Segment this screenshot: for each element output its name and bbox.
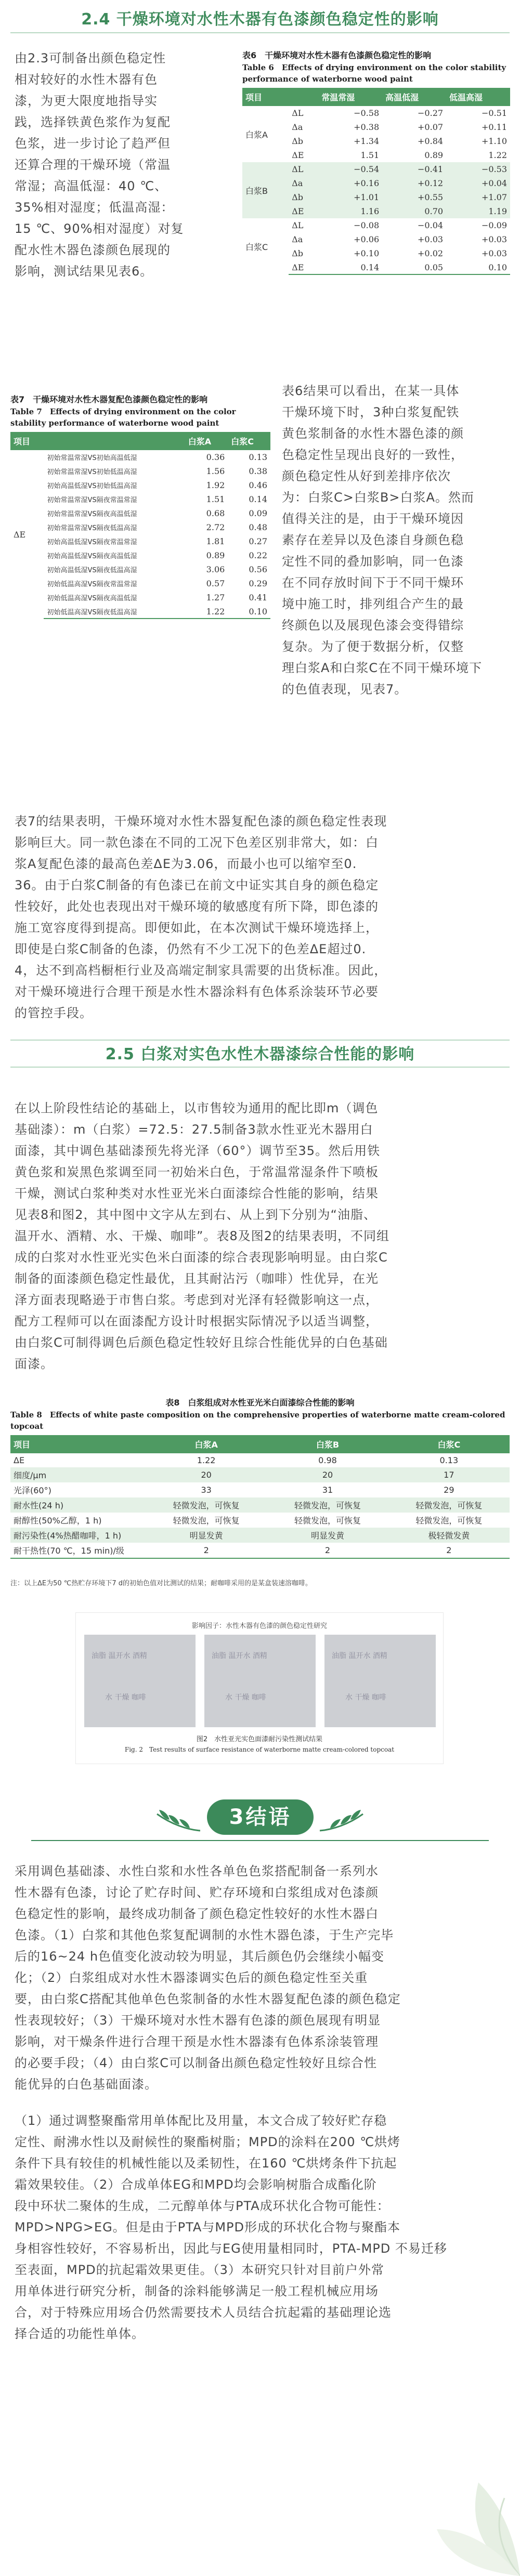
paragraph-line: 性木器有色漆，讨论了贮存时间、贮存环境和白浆组成对色漆颜 xyxy=(15,1885,379,1900)
panel-c-labels-2: 水 干燥 咖啡 xyxy=(345,1693,386,1702)
panel-c-labels: 油脂 温开水 酒精 xyxy=(332,1652,387,1660)
table-cell: +0.03 xyxy=(481,248,507,258)
table-cell: −0.08 xyxy=(354,220,380,230)
table-cell: 20 xyxy=(267,1467,388,1482)
table-7-grid xyxy=(10,432,270,619)
table-cell: 0.36 xyxy=(206,452,225,462)
table-cell: 明显发黄 xyxy=(146,1528,267,1543)
table-cell: 0.56 xyxy=(249,564,267,574)
paragraph-line: 后的16~24 h色值变化波动较为明显，其后颜色仍会继续小幅变 xyxy=(15,1949,385,1964)
table-row xyxy=(10,492,270,506)
row-key: ΔE xyxy=(292,150,304,160)
section-title-overline xyxy=(10,1040,510,1041)
table-cell: −0.54 xyxy=(318,162,382,176)
paragraph-line: 对干燥环境进行合理干预是水性木器涂料有色体系涂装环节必要 xyxy=(15,984,379,999)
table-row xyxy=(10,450,270,464)
row-key: 初始低温高湿VS隔夜常温常湿 xyxy=(47,581,137,588)
paragraph-line: 36。由于白浆C制备的有色漆已在前文中证实其自身的颜色稳定 xyxy=(15,878,379,892)
paragraph-line: 漆，为更大限度地指导实 xyxy=(15,94,158,108)
paragraph-line: 性表现较好；（3）干燥环境对水性木器有色漆的颜色展现有明显 xyxy=(15,2013,381,2028)
table-header-row xyxy=(10,432,270,450)
chapter-3-rule xyxy=(31,1840,489,1841)
table-8-caption-cn: 表8 白浆组成对水性亚光米白面漆综合性能的影响 xyxy=(165,1398,355,1408)
table-cell: +0.12 xyxy=(382,176,446,190)
paragraph-line: 终颜色以及展现色漆会变得错综 xyxy=(282,618,464,633)
table-cell: 2.72 xyxy=(206,522,225,532)
table-cell: +0.06 xyxy=(354,234,380,244)
table-row xyxy=(10,1543,510,1558)
table-cell: 0.09 xyxy=(249,508,267,518)
table-cell: 0.89 xyxy=(424,150,444,160)
table-7 xyxy=(10,393,270,619)
table-cell: 29 xyxy=(444,1485,454,1495)
paragraph-line: 还算合理的干燥环境（常温 xyxy=(15,157,171,172)
panel-a-labels-2: 水 干燥 咖啡 xyxy=(105,1693,146,1702)
paragraph-line: 在以上阶段性结论的基础上，以市售较为通用的配比即m（调色 xyxy=(15,1101,379,1115)
table-cell: 0.13 xyxy=(439,1455,459,1465)
table-cell: 0.22 xyxy=(249,550,267,560)
table-row xyxy=(10,1453,510,1467)
table-cell: 0.57 xyxy=(206,579,225,588)
paragraph-line: 能优异的白色基础面漆。 xyxy=(15,2077,158,2092)
group-label: 白浆A xyxy=(245,129,268,140)
paragraph-line: 15 ℃、90%相对湿度）对复 xyxy=(15,221,184,236)
table-cell: +0.55 xyxy=(382,190,446,204)
paragraph-line: 由2.3可制备出颜色稳定性 xyxy=(15,51,166,65)
table-row xyxy=(10,1528,510,1543)
table-cell: 极轻微发黄 xyxy=(388,1528,510,1543)
paragraph-line: 影响巨大。同一款色漆在不同的工况下色差区别非常大，如：白 xyxy=(15,835,379,850)
table-cell: 轻微发泡，可恢复 xyxy=(415,1516,483,1526)
table-row xyxy=(10,1497,510,1513)
row-key: Δa xyxy=(289,176,318,190)
table-cell: −0.41 xyxy=(382,162,446,176)
table-cell: 0.48 xyxy=(249,522,267,532)
leaf-decoration-icon xyxy=(421,2451,520,2576)
paragraph-line: 理白浆A和白浆C在不同干燥环境下 xyxy=(282,661,483,675)
paragraph-line: 的管控手段。 xyxy=(15,1006,93,1020)
paragraph-line: 复杂。为了便于数据分析，仅整 xyxy=(282,639,464,654)
table-cell: 0.70 xyxy=(382,204,446,218)
paragraph-line: 泽方面表现略逊于市售白浆。考虑到对光泽有轻微影响这一点， xyxy=(15,1293,379,1307)
table-cell: 1.22 xyxy=(488,150,507,160)
table-6-caption-cn: 表6 干燥环境对水性木器有色漆颜色稳定性的影响 xyxy=(242,50,432,60)
paragraph-line: 成的白浆对水性亚光实色米白面漆的综合表现影响明显。由白浆C xyxy=(15,1250,388,1265)
table-header-cell: 白浆C xyxy=(388,1435,510,1453)
table-header-row xyxy=(242,88,510,106)
table-cell: +1.34 xyxy=(354,136,380,146)
table-header-cell: 常温常湿 xyxy=(318,88,382,106)
table-row xyxy=(10,604,270,619)
paragraph-line: 干燥环境下时，3种白浆复配铁 xyxy=(282,405,460,419)
table-cell: 0.38 xyxy=(249,466,267,476)
table-row xyxy=(242,106,510,120)
table-cell: 1.22 xyxy=(197,1455,216,1465)
paragraph-line: 见表8和图2，其中图中文字从左到右、从上到下分别为“油脂、 xyxy=(15,1207,376,1222)
table-cell: 1.16 xyxy=(318,204,382,218)
table-cell: 0.14 xyxy=(249,494,267,504)
table-cell: 0.46 xyxy=(249,480,267,490)
paragraph-line: 值得关注的是，由于干燥环境因 xyxy=(282,511,464,526)
paragraph-line: 配水性木器色漆颜色展现的 xyxy=(15,243,171,257)
row-key: Δa xyxy=(292,122,303,132)
table-row xyxy=(10,478,270,492)
table-7-caption-en: Table 7 Effects of drying environment on the color stability performance of waterborne wood paint xyxy=(10,407,236,428)
table-cell: 0.68 xyxy=(206,508,225,518)
laurel-right-icon xyxy=(317,1804,369,1835)
table-cell: −0.04 xyxy=(418,220,444,230)
paragraph-line: 合，对于特殊应用场合仍然需要技术人员结合抗起霜的基础理论选 xyxy=(15,2305,392,2320)
paragraph-table6-analysis xyxy=(282,380,511,700)
group-label: 白浆B xyxy=(242,162,289,218)
table-cell: 轻微发泡，可恢复 xyxy=(388,1497,510,1513)
row-key: ΔE xyxy=(289,260,318,274)
table-cell: +1.10 xyxy=(481,136,507,146)
row-key: Δa xyxy=(292,234,303,244)
panel-b-labels-2: 水 干燥 咖啡 xyxy=(225,1693,266,1702)
paragraph-line: 配方工程师可以在面漆配方设计时根据实际情况予以适当调整， xyxy=(15,1314,379,1329)
paragraph-line: 身相容性较好，不容易析出，因此与EG使用量相同时，PTA-MPD 不易迁移 xyxy=(15,2241,447,2256)
figure-2-caption-en: Fig. 2 Test results of surface resistance of waterborne matte cream-colored topcoat xyxy=(124,1746,395,1753)
paragraph-line: 用单体进行研究分析，制备的涂料能够满足一般工程机械应用场 xyxy=(15,2284,379,2298)
paragraph-line: 黄色浆和炭黑色浆调至同一初始米白色，于常温常湿条件下喷板 xyxy=(15,1165,379,1179)
figure-2 xyxy=(75,1612,444,1764)
paragraph-intro-2-4 xyxy=(15,48,233,282)
paragraph-line: 黄色浆制备的水性木器色漆的颜 xyxy=(282,426,464,441)
table-row xyxy=(242,218,510,232)
row-key: ΔL xyxy=(289,162,318,176)
table-cell: 明显发黄 xyxy=(267,1528,388,1543)
panel-a-labels: 油脂 温开水 酒精 xyxy=(92,1652,147,1660)
paragraph-line: 的必要手段；（4）由白浆C可以制备出颜色稳定性较好且综合性 xyxy=(15,2056,378,2070)
table-cell: 2 xyxy=(388,1543,510,1558)
paragraph-line: 采用调色基础漆、水性白浆和水性各单色色浆搭配制备一系列水 xyxy=(15,1864,379,1878)
table-6-caption-en: Table 6 Effects of drying environment on the color stability performance of waterborne wood paint xyxy=(242,63,506,84)
paragraph-line: 表7的结果表明，干燥环境对水性木器复配色漆的颜色稳定性表现 xyxy=(15,814,387,829)
table-row xyxy=(10,464,270,478)
table-header-cell: 低温高湿 xyxy=(446,88,510,106)
table-row xyxy=(10,548,270,562)
section-title-2-5: 2.5 白浆对实色水性木器漆综合性能的影响 xyxy=(105,1045,415,1063)
paragraph-line: 性较好，此处也表现出对干燥环境的敏感度有所下降，即色漆的 xyxy=(15,899,379,914)
table-cell: 1.56 xyxy=(206,466,225,476)
paragraph-line: 干燥，测试白浆种类对水性亚光米白面漆综合性能的影响，结果 xyxy=(15,1186,379,1201)
table-row xyxy=(10,506,270,520)
paragraph-line: 霜效果较佳。（2）合成单体EG和MPD均会影响树脂合成酯化阶 xyxy=(15,2177,377,2192)
table-row xyxy=(10,590,270,604)
paragraph-line: 基础漆）：m（白浆）=72.5：27.5制备3款水性亚光木器用白 xyxy=(15,1122,373,1137)
paragraph-line: 制备的面漆颜色稳定性最优，且其耐沾污（咖啡）性优异，在光 xyxy=(15,1271,379,1286)
table-header-row xyxy=(10,1435,510,1453)
table-8-note: 注：以上ΔE为50 ℃热贮存环境下7 d的初始色值对比测试的结果；耐咖啡采用的是某盒装速溶咖啡。 xyxy=(10,1580,313,1587)
section-title-2-4: 2.4 干燥环境对水性木器有色漆颜色稳定性的影响 xyxy=(81,10,439,29)
figure-2-caption-cn: 图2 水性亚光实色面漆耐污染性测试结果 xyxy=(196,1736,323,1743)
paragraph-line: 色稳定性的影响，最终成功制备了颜色稳定性较好的水性木器白 xyxy=(15,1907,379,1921)
paragraph-table7-analysis xyxy=(15,811,508,1024)
table-8 xyxy=(10,1397,510,1559)
figure-2-header: 影响因子：水性木器有色漆的颜色稳定性研究 xyxy=(191,1622,327,1630)
paragraph-line: 段中环状二聚体的生成，二元醇单体与PTA成环状化合物可能性： xyxy=(15,2199,390,2213)
row-key: Δb xyxy=(289,190,318,204)
row-key: 初始高温低湿VS隔夜低温高湿 xyxy=(47,567,137,574)
chapter-3-title: 3结语 xyxy=(207,1799,314,1835)
table-cell: 31 xyxy=(322,1485,333,1495)
table-6 xyxy=(242,49,510,275)
table-header-cell: 白浆A xyxy=(185,432,228,450)
table-cell: 0.41 xyxy=(249,593,267,602)
paragraph-line: 在不同存放时间下于不同干燥环 xyxy=(282,575,464,590)
table-header-cell xyxy=(289,88,318,106)
paragraph-line: 色漆。（1）白浆和其他色浆复配调制的水性木器色漆，于生产完毕 xyxy=(15,1928,394,1942)
paragraph-2-5 xyxy=(15,1098,508,1375)
table-header-cell: 白浆B xyxy=(267,1435,388,1453)
table-cell: +0.07 xyxy=(418,122,444,132)
table-cell: −0.53 xyxy=(446,162,510,176)
table-row xyxy=(10,520,270,534)
table-cell: +1.07 xyxy=(446,190,510,204)
table-header-cell: 高温低湿 xyxy=(382,88,446,106)
paragraph-line: 影响，测试结果见表6。 xyxy=(15,264,153,279)
table-cell: 1.81 xyxy=(206,536,225,546)
table-cell: +0.04 xyxy=(446,176,510,190)
table-row xyxy=(242,162,510,176)
table-row xyxy=(10,576,270,590)
table-cell: 33 xyxy=(201,1485,212,1495)
table-cell: 1.92 xyxy=(206,480,225,490)
table-cell: 1.51 xyxy=(206,494,225,504)
table-header-cell: 项目 xyxy=(10,432,44,450)
paragraph-line: 条件下具有较佳的机械性能以及柔韧性，在160 ℃烘烤条件下抗起 xyxy=(15,2156,397,2171)
paragraph-line: 定性、耐沸水性以及耐候性的聚酯树脂；MPD的涂料在200 ℃烘烤 xyxy=(15,2135,401,2149)
paragraph-line: 常湿；高温低湿：40 ℃、 xyxy=(15,179,168,193)
table-cell: 2 xyxy=(267,1543,388,1558)
table-cell: +0.10 xyxy=(354,248,380,258)
table-row xyxy=(10,562,270,576)
row-key: Δb xyxy=(292,248,304,258)
table-cell: 轻微发泡，可恢复 xyxy=(173,1516,240,1526)
row-key: 耐污染性(4%热醋咖啡，1 h) xyxy=(10,1528,146,1543)
paragraph-line: 施工宽容度得到提高。即便如此，在本次测试干燥环境选择上， xyxy=(15,921,379,935)
group-label: 白浆C xyxy=(245,242,268,252)
table-cell: 0.05 xyxy=(382,260,446,274)
figure-2-panel-a xyxy=(84,1635,196,1727)
table-cell: 17 xyxy=(388,1467,510,1482)
paragraph-line: 色稳定性呈现出良好的一致性， xyxy=(282,448,464,462)
paragraph-line: 择合适的功能性单体。 xyxy=(15,2327,145,2341)
table-7-caption-cn: 表7 干燥环境对水性木器复配色漆颜色稳定性的影响 xyxy=(10,395,208,404)
row-key: 初始常温常湿VS初始高温低湿 xyxy=(47,454,137,462)
table-8-grid xyxy=(10,1435,510,1559)
table-cell: 0.14 xyxy=(318,260,382,274)
row-key: 初始常温常湿VS初始低温高湿 xyxy=(47,468,137,476)
table-cell: +1.01 xyxy=(318,190,382,204)
row-key: ΔL xyxy=(292,108,304,118)
row-key: 细度/μm xyxy=(10,1467,146,1482)
table-cell: +0.02 xyxy=(418,248,444,258)
row-key: 耐干热性(70 ℃，15 min)/级 xyxy=(10,1543,146,1558)
table-cell: 0.29 xyxy=(249,579,267,588)
paragraph-line: 践，选择铁黄色浆作为复配 xyxy=(15,115,171,129)
row-key: 光泽(60°) xyxy=(14,1486,51,1495)
table-header-cell: 白浆A xyxy=(146,1435,267,1453)
paragraph-line: 即使是白浆C制备的色漆，仍然有不少工况下的色差ΔE超过0. xyxy=(15,942,367,956)
table-cell: +0.16 xyxy=(318,176,382,190)
paragraph-line: 相对较好的水性木器有色 xyxy=(15,72,158,87)
section-title-underline xyxy=(10,32,510,33)
row-key: 初始常温常湿VS隔夜高温低湿 xyxy=(47,510,137,518)
paragraph-line: 温开水、酒精、水、干燥、咖啡”。表8及图2的结果表明，不同组 xyxy=(15,1229,389,1243)
paragraph-line: 的色值表现，见表7。 xyxy=(282,682,408,696)
table-row xyxy=(10,534,270,548)
paragraph-line: （1）通过调整聚酯常用单体配比及用量，本文合成了较好贮存稳 xyxy=(15,2113,387,2128)
paragraph-line: 色浆，进一步讨论了趋严但 xyxy=(15,136,171,151)
paragraph-line: 至表面，MPD的抗起霜效果更佳。（3）本研究只针对目前户外常 xyxy=(15,2263,384,2277)
paragraph-line: 境中施工时，排列组合产生的最 xyxy=(282,597,464,611)
row-key: 初始低温高湿VS隔夜低温高湿 xyxy=(44,604,185,619)
row-key: 初始常温常湿VS隔夜常温常湿 xyxy=(47,496,137,504)
table-cell: 0.89 xyxy=(206,550,225,560)
paragraph-line: 由白浆C可制得调色后颜色稳定性较好且综合性能优异的白色基础 xyxy=(15,1335,388,1350)
row-key: 耐水性(24 h) xyxy=(10,1497,146,1513)
panel-b-labels: 油脂 温开水 酒精 xyxy=(212,1652,267,1660)
paragraph-line: 表6结果可以看出，在某一具体 xyxy=(282,384,460,398)
row-key: Δb xyxy=(292,136,304,146)
side-label: ΔE xyxy=(14,529,26,540)
paragraph-line: 颜色稳定性从好到差排序依次 xyxy=(282,469,451,483)
paragraph-conclusion-1 xyxy=(15,1861,508,2095)
table-cell: 0.10 xyxy=(446,260,510,274)
table-header-cell: 项目 xyxy=(10,1435,146,1453)
table-cell: +0.03 xyxy=(418,234,444,244)
table-cell: 20 xyxy=(146,1467,267,1482)
table-cell: +0.84 xyxy=(418,136,444,146)
table-cell: 轻微发泡，可恢复 xyxy=(146,1497,267,1513)
row-key: 初始低温高湿VS隔夜高温低湿 xyxy=(47,595,137,602)
paragraph-line: 为：白浆C>白浆B>白浆A。然而 xyxy=(282,490,474,505)
table-row xyxy=(10,1513,510,1528)
table-cell: 0.10 xyxy=(228,604,270,619)
paragraph-line: 4，达不到高档橱柜行业及高端定制家具需要的出货标准。因此， xyxy=(15,963,387,978)
paragraph-line: 浆A复配色漆的最高色差ΔE为3.06，而最小也可以缩窄至0. xyxy=(15,857,357,871)
paragraph-line: 要，由白浆C搭配其他单色色浆制备的水性木器复配色漆的颜色稳定 xyxy=(15,1992,401,2006)
row-key: ΔL xyxy=(292,220,304,230)
paragraph-line: 定性不同的叠加影响，同一色漆 xyxy=(282,554,464,569)
row-key: ΔE xyxy=(289,204,318,218)
row-key: 初始高温低湿VS隔夜高温低湿 xyxy=(47,553,137,560)
paragraph-line: MPD>NPG>EG。但是由于PTA与MPD形成的环状化合物与聚酯本 xyxy=(15,2220,401,2235)
table-row xyxy=(10,1482,510,1497)
table-cell: 轻微发泡，可恢复 xyxy=(294,1516,361,1526)
paragraph-line: 素存在差异以及色漆自身颜色稳 xyxy=(282,533,464,547)
laurel-left-icon xyxy=(151,1804,203,1835)
table-cell: 1.27 xyxy=(206,593,225,602)
table-cell: −0.58 xyxy=(354,108,380,118)
table-cell: 3.06 xyxy=(206,564,225,574)
table-header-cell: 白浆C xyxy=(228,432,270,450)
row-key: 初始高温低湿VS隔夜常温常湿 xyxy=(47,538,137,546)
table-cell: 0.13 xyxy=(249,452,267,462)
table-cell: −0.27 xyxy=(418,108,444,118)
paragraph-line: 化；（2）白浆组成对水性木器漆调实色后的颜色稳定性至关重 xyxy=(15,1970,368,1985)
paragraph-line: 面漆，其中调色基础漆预先将光泽（60°）调节至35。然后用铁 xyxy=(15,1144,381,1158)
row-key: ΔE xyxy=(14,1455,25,1465)
table-row xyxy=(10,1467,510,1482)
row-key: 初始高温低湿VS初始低温高湿 xyxy=(47,482,137,490)
table-cell: 1.51 xyxy=(360,150,380,160)
figure-2-panel-b xyxy=(204,1635,316,1727)
table-cell: 轻微发泡，可恢复 xyxy=(267,1497,388,1513)
table-cell: 1.22 xyxy=(185,604,228,619)
table-cell: 2 xyxy=(146,1543,267,1558)
table-cell: +0.11 xyxy=(481,122,507,132)
figure-2-panel-c xyxy=(324,1635,436,1727)
table-8-caption-en: Table 8 Effects of white paste composition on the comprehensive properties of waterborne matte cream-colored topcoat xyxy=(10,1410,505,1431)
paragraph-line: 影响，对干燥条件进行合理干预是水性木器漆有色体系涂装管理 xyxy=(15,2034,379,2049)
section-title-underline xyxy=(10,1067,510,1068)
row-key: 初始常温常湿VS隔夜低温高湿 xyxy=(47,524,137,532)
table-cell: 1.19 xyxy=(446,204,510,218)
table-cell: +0.38 xyxy=(354,122,380,132)
table-header-cell xyxy=(44,432,185,450)
table-cell: +0.03 xyxy=(481,234,507,244)
table-cell: 0.27 xyxy=(249,536,267,546)
paragraph-line: 面漆。 xyxy=(15,1357,54,1371)
paragraph-conclusion-2 xyxy=(15,2110,508,2345)
table-6-grid xyxy=(242,88,510,275)
table-cell: −0.51 xyxy=(481,108,507,118)
row-key: 耐醇性(50%乙醇，1 h) xyxy=(14,1516,102,1526)
chapter-3-heading xyxy=(0,1788,520,1850)
table-header-cell: 项目 xyxy=(242,88,289,106)
table-cell: 0.98 xyxy=(318,1455,337,1465)
table-cell: −0.09 xyxy=(481,220,507,230)
paragraph-line: 35%相对湿度；低温高湿： xyxy=(15,200,174,215)
